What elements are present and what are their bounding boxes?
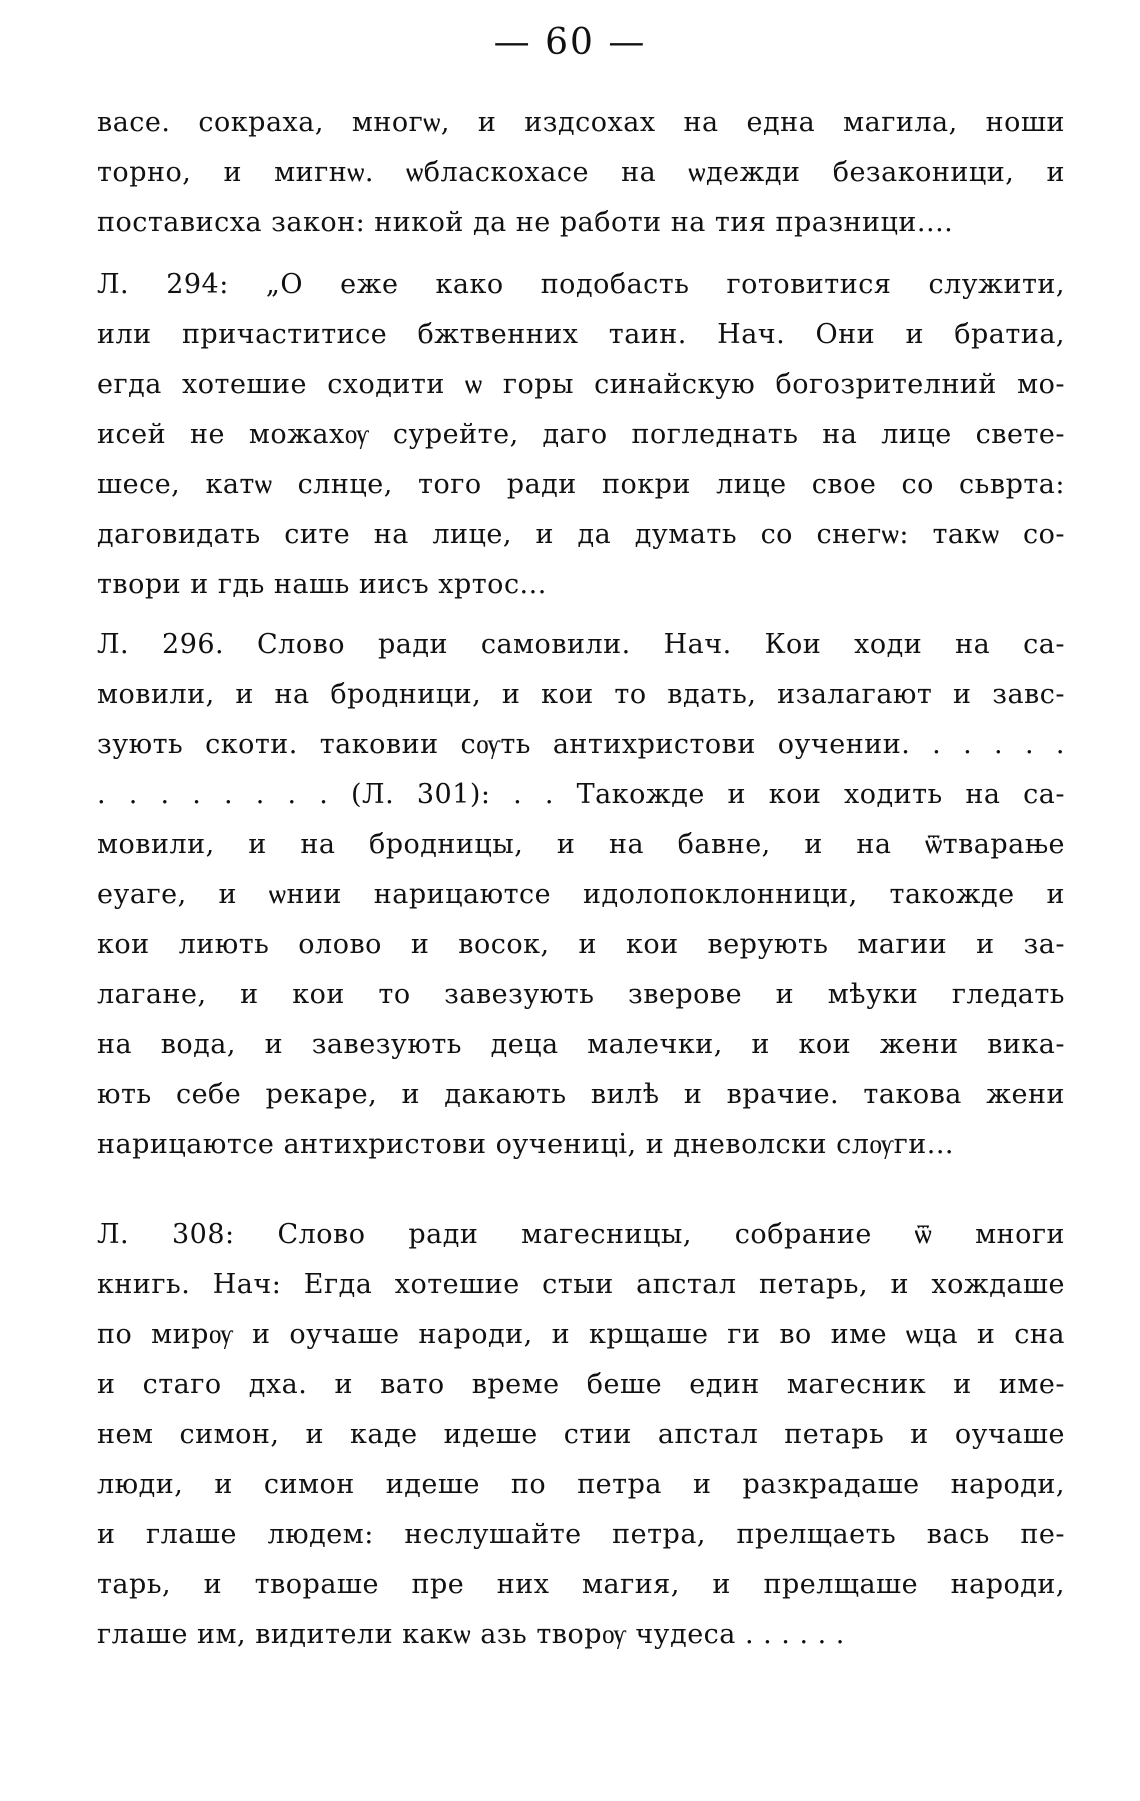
text-line: нем симон, и каде идеше стии апстал петарь и оучаше [97,1419,1065,1450]
text-line: еуаге, и ѡнии нарицаютсе идолопоклонници, такожде и [97,879,1065,910]
text-line: твори и гдь нашь иисъ хртос... [97,569,547,600]
text-line: исей не можахѹ сурейте, даго погледнать на лице свете- [97,419,1065,450]
paragraph-3 [97,620,1065,1170]
text-line: зують скоти. таковии сѹть антихристови оучении. . . . . . [97,729,1065,760]
text-line: люди, и симон идеше по петра и разкрадаше народи, [97,1469,1065,1500]
text-line: тарь, и твораше пре них магия, и прелщаше народи, [97,1569,1065,1600]
text-line: торно, и мигнѡ. ѡбласкохасе на ѡдежди безаконици, и [97,157,1065,188]
text-line: постависха закон: никой да не работи на тия празници.... [97,207,954,238]
text-line: ють себе рекаре, и дакають вилѣ и врачие. такова жени [97,1079,1065,1110]
paragraph-1 [97,98,1065,248]
text-line: даговидать сите на лице, и да думать со снегѡ: такѡ со- [97,519,1065,550]
text-line: и глаше людем: неслушайте петра, прелщаеть вась пе- [97,1519,1065,1550]
text-line: книгь. Нач: Егда хотешие стыи апстал петарь, и хождаше [97,1269,1065,1300]
text-line: глаше им, видители какѡ азь творѹ чудеса . . . . . . [97,1619,845,1650]
paragraph-4 [97,1210,1065,1660]
text-line: Л. 308: Слово ради магесницы, собрание ѿ многи [97,1219,1065,1250]
text-line: нарицаютсе антихристови оучениці, и дневолски слѹги... [97,1129,954,1160]
text-line: или причаститисе бжтвенних таин. Нач. Они и братиа, [97,319,1065,350]
text-line: по мирѹ и оучаше народи, и крщаше ги во име ѡца и сна [97,1319,1065,1350]
text-line: . . . . . . . . (Л. 301): . . Такожде и кои ходить на са- [97,779,1065,810]
text-line: васе. сокраха, многѡ, и издсохах на една магила, ноши [97,107,1065,138]
text-line: Л. 294: „О еже како подобасть готовитися служити, [97,269,1065,300]
text-line: шесе, катѡ слнце, того ради покри лице свое со сьврта: [97,469,1065,500]
text-line: лагане, и кои то завезують зверове и мѣуки гледать [97,979,1065,1010]
text-line: и стаго дха. и вато време беше един магесник и име- [97,1369,1065,1400]
text-line: мовили, и на бродници, и кои то вдать, изалагают и завс- [97,679,1065,710]
text-line: на вода, и завезують деца малечки, и кои жени вика- [97,1029,1065,1060]
text-line: кои лиють олово и восок, и кои верують магии и за- [97,929,1065,960]
text-line: Л. 296. Слово ради самовили. Нач. Кои ходи на са- [97,629,1065,660]
page-number: — 60 — [493,22,647,63]
text-line: егда хотешие сходити ѡ горы синайскую богозрителний мо- [97,369,1065,400]
text-line: мовили, и на бродницы, и на бавне, и на ѿтварање [97,829,1065,860]
paragraph-2 [97,260,1065,610]
